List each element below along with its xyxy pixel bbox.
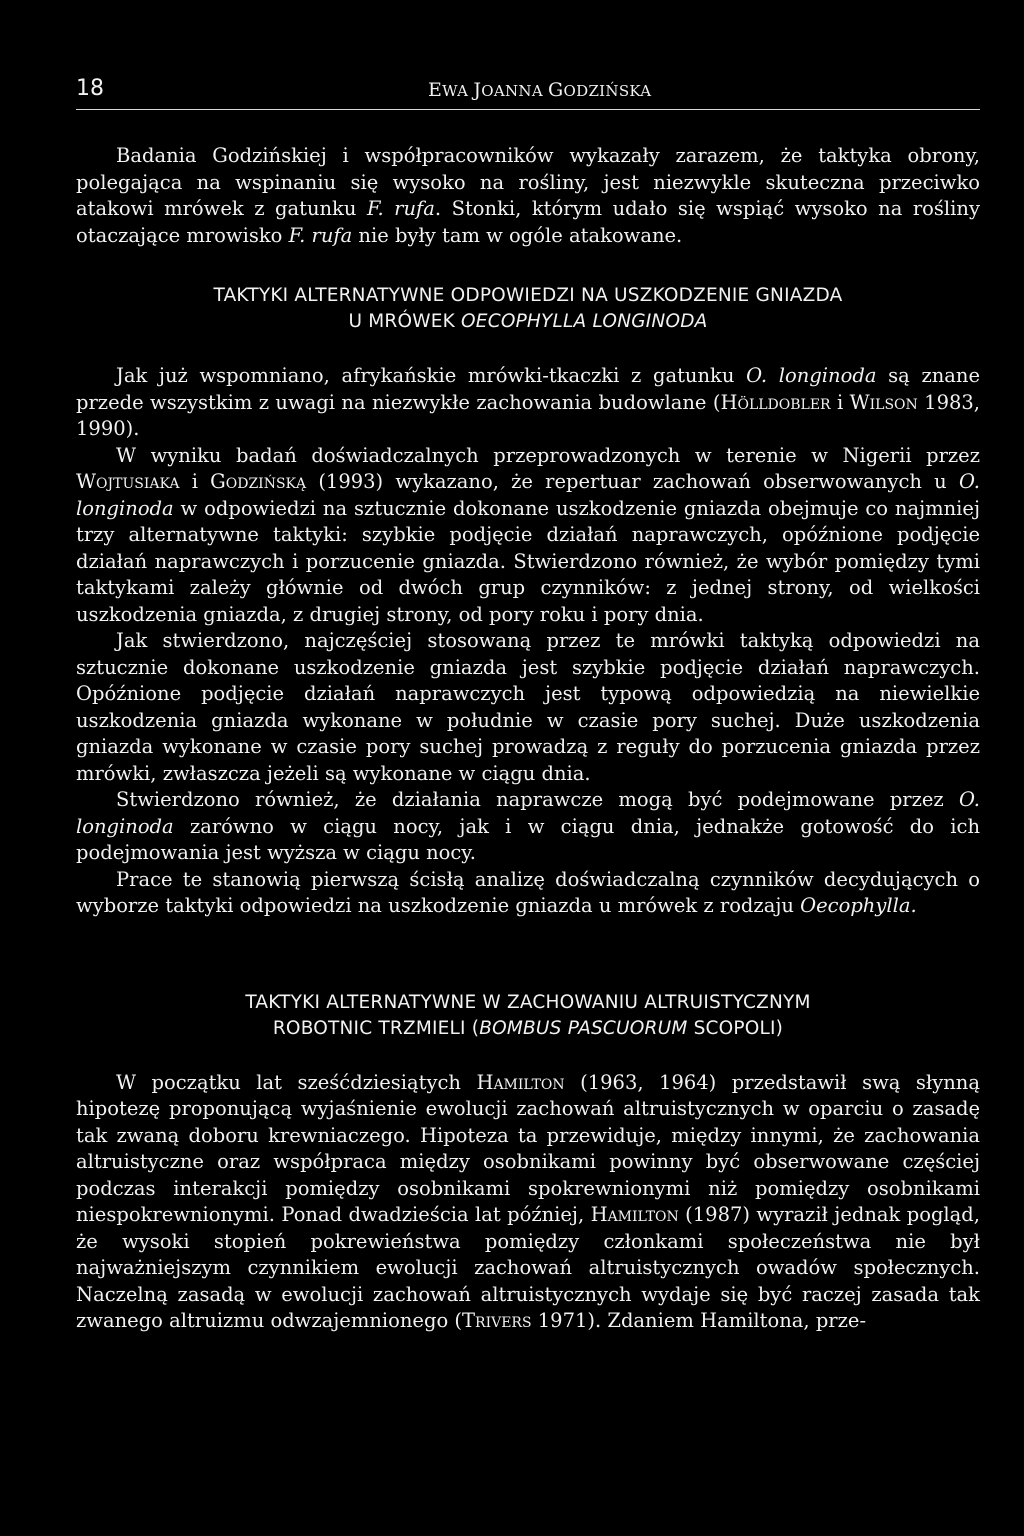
author-surname-rest: ODZIŃSKA: [563, 82, 652, 100]
p5-text-a: Stwierdzono również, że działania naprawcze mogą być podejmowane przez: [116, 788, 959, 811]
p3-citation-wojtusiaka: Wojtusiaka: [76, 470, 180, 493]
page-body: [76, 143, 980, 1335]
p2-text-a: Jak już wspomniano, afrykańskie mrówki-tkaczki z gatunku: [116, 364, 747, 387]
p5-species: O. longinoda: [76, 788, 980, 838]
p2-text-g: 1983, 1990).: [76, 390, 980, 440]
author-firstname-rest: WA: [442, 82, 474, 100]
p7-citation-hamilton-2: Hamilton: [590, 1203, 679, 1226]
author-initial-j: J: [473, 79, 482, 101]
p4-text: Jak stwierdzono, najczęściej stosowaną przez te mrówki taktyką odpowiedzi na sztucznie dokonane uszkodzenie gniazda jest szybkie podjęcie działań naprawczych. Opóźnione podjęcie działań naprawczych jest typową odpowiedzią na niewielkie uszkodzenia gniazda wykonane w południe w czasie pory suchej. Duże uszkodzenia gniazda wykonane w czasie pory suchej prowadzą z reguły do porzucenia gniazda przez mrówki, zwłaszcza jeżeli są wykonane w ciągu dnia.: [76, 629, 980, 785]
p6-text-a: Prace te stanowią pierwszą ścisłą analizę doświadczalną czynników decydujących o wyborze taktyki odpowiedzi na uszkodzenie gniazda u mrówek z rodzaju: [76, 867, 980, 917]
p7-text-e: (1987) wyraził jednak pogląd, że wysoki stopień pokrewieństwa pomiędzy członkami społeczeństwa nie był najważniejszym czynnikiem ewolucji zachowań altruistycznych owadów społecznych. Naczelną zasadą w ewolucji zachowań altruistycznych wydaje się być raczej zasada tak zwanego altruizmu odwzajemnionego (: [76, 1203, 980, 1332]
p3-species: O. longinoda: [76, 470, 980, 520]
paragraph-5: [76, 787, 980, 867]
p2-text-c: są znane przede wszystkim z uwagi na niezwykłe zachowania budowlane (: [76, 364, 981, 414]
heading-2-line-2: [76, 1016, 980, 1042]
author-initial-e: E: [428, 79, 443, 101]
p1-species-ref-2: F. rufa: [288, 223, 353, 247]
p7-citation-hamilton-1: Hamilton: [476, 1070, 565, 1094]
heading-1-line-2: [76, 309, 980, 335]
p7-citation-trivers: Trivers: [462, 1309, 532, 1332]
p2-citation-holldobler: Hölldobler: [720, 390, 831, 414]
p1-text-e: nie były tam w ogóle atakowane.: [352, 223, 683, 247]
p2-text-e: i: [830, 390, 850, 414]
heading-2-line-1: TAKTYKI ALTERNATYWNE W ZACHOWANIU ALTRUISTYCZNYM: [245, 991, 811, 1013]
p6-genus: Oecophylla.: [800, 894, 917, 917]
heading-1-line-1: TAKTYKI ALTERNATYWNE ODPOWIEDZI NA USZKODZENIE GNIAZDA: [213, 285, 843, 306]
heading-1-line-2-a: U MRÓWEK: [348, 311, 462, 332]
heading-2-species: BOMBUS PASCUORUM: [479, 1017, 688, 1039]
heading-2-line-2-c: SCOPOLI): [687, 1017, 784, 1039]
paragraph-3: [76, 443, 980, 629]
p3-text-g: w odpowiedzi na sztucznie dokonane uszkodzenie gniazda obejmuje co najmniej trzy alternatywne taktyki: szybkie podjęcie działań naprawczych, opóźnione podjęcie działań naprawczych i porzucenie gniazda. Stwierdzono również, że wybór pomiędzy tymi taktykami zależy głównie od dwóch grup czynników: z jednej strony, od wielkości uszkodzenia gniazda, z drugiej strony, od pory roku i pory dnia.: [76, 496, 980, 626]
paragraph-2: [76, 363, 980, 443]
paragraph-6: [76, 867, 980, 920]
p1-text-a: Badania Godzińskiej i współpracowników wykazały zarazem, że taktyka obrony, polegająca na wspinaniu się wysoko na rośliny, jest niezwykle skuteczna przeciwko atakowi mrówek z gatunku: [76, 144, 980, 220]
section-heading-1: [76, 283, 980, 335]
p2-species: O. longinoda: [746, 364, 877, 387]
running-header-bar: [76, 75, 980, 110]
heading-1-species: OECOPHYLLA LONGINODA: [461, 311, 708, 332]
author-initial-g: G: [548, 79, 564, 101]
p1-text-c: . Stonki, którym udało się wspiąć wysoko na rośliny otaczające mrowisko: [76, 197, 980, 247]
p3-text-a: W wyniku badań doświadczalnych przeprowadzonych w terenie w Nigerii przez: [116, 443, 980, 467]
p3-text-e: (1993) wykazano, że repertuar zachowań obserwowanych u: [306, 470, 959, 493]
page-number: 18: [76, 76, 104, 101]
author-middlename-rest: OANNA: [481, 82, 549, 100]
paragraph-4: [76, 628, 980, 787]
p3-citation-godzinska: Godzińską: [210, 470, 307, 493]
p2-citation-wilson: Wilson: [849, 390, 918, 414]
p1-species-ref-1: F. rufa: [366, 197, 435, 220]
p5-text-c: zarówno w ciągu nocy, jak i w ciągu dnia, jednakże gotowość do ich podejmowania jest wyższa w ciągu nocy.: [76, 814, 980, 864]
paragraph-7: [76, 1070, 980, 1335]
section-heading-2: [76, 990, 980, 1042]
p3-text-c: i: [179, 470, 211, 493]
paragraph-1: [76, 143, 980, 249]
running-header-author: [428, 78, 651, 103]
p7-text-a: W początku lat sześćdziesiątych: [116, 1070, 477, 1094]
p7-text-g: 1971). Zdaniem Hamiltona, prze-: [531, 1309, 867, 1332]
p7-text-c: (1963, 1964) przedstawił swą słynną hipotezę proponującą wyjaśnienie ewolucji zachowań altruistycznych w oparciu o zasadę tak zwaną doboru krewniaczego. Hipoteza ta przewiduje, między innymi, że zachowania altruistyczne oraz współpraca między osobnikami powinny być obserwowane częściej podczas interakcji pomiędzy osobnikami spokrewnionymi niż pomiędzy osobnikami niespokrewnionymi. Ponad dwadzieścia lat później,: [76, 1070, 980, 1226]
heading-2-line-2-a: ROBOTNIC TRZMIELI (: [272, 1017, 480, 1039]
